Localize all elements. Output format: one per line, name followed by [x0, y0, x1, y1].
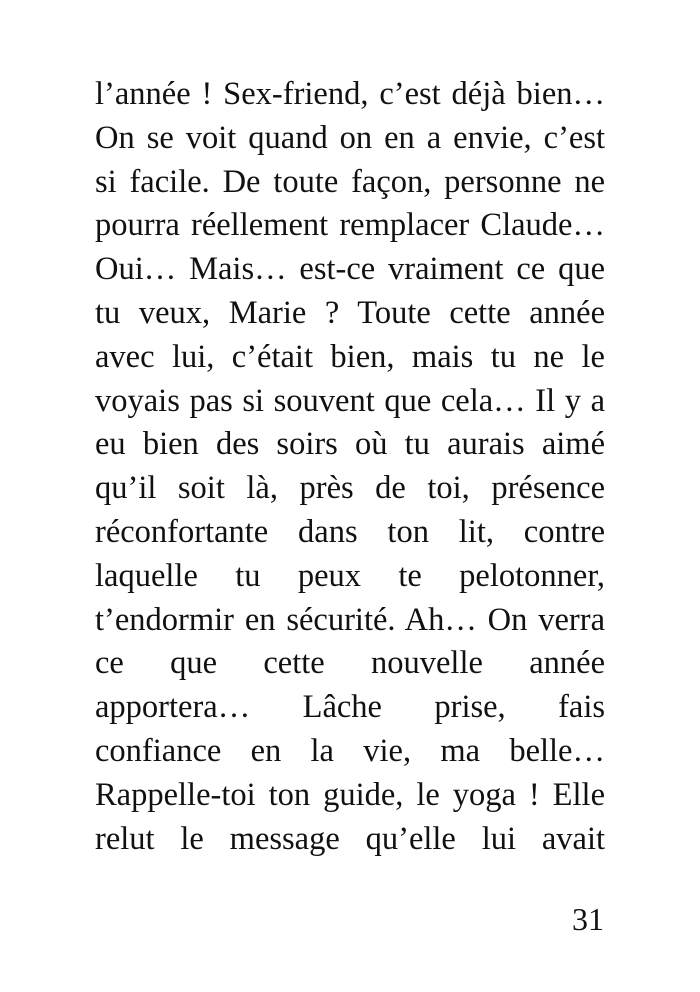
text-line: pourra réellement remplacer Claude…	[95, 207, 605, 244]
text-line: ce que cette nouvelle année	[95, 645, 605, 682]
text-line: voyais pas si souvent que cela… Il y a	[95, 382, 605, 419]
text-line: tu veux, Marie ? Toute cette année	[95, 294, 605, 331]
text-line: t’endormir en sécurité. Ah… On verra	[95, 601, 605, 638]
text-line: l’année ! Sex-friend, c’est déjà bien…	[95, 76, 605, 112]
text-line: réconfortante dans ton lit, contre	[95, 513, 605, 550]
text-line: relut le message qu’elle lui avait	[95, 820, 605, 857]
text-line: Rappelle-toi ton guide, le yoga ! Elle	[95, 776, 605, 813]
text-line: On se voit quand on en a envie, c’est	[95, 119, 605, 156]
text-line: qu’il soit là, près de toi, présence	[95, 470, 605, 507]
text-line: si facile. De toute façon, personne ne	[95, 163, 605, 200]
body-text	[95, 73, 605, 861]
text-line: eu bien des soirs où tu aurais aimé	[95, 426, 605, 463]
text-line: confiance en la vie, ma belle…	[95, 732, 605, 769]
text-line: laquelle tu peux te pelotonner,	[95, 557, 605, 594]
text-line: Oui… Mais… est-ce vraiment ce que	[95, 251, 605, 288]
text-line: avec lui, c’était bien, mais tu ne le	[95, 338, 605, 375]
page-number: 31	[572, 901, 604, 937]
text-line: apportera… Lâche prise, fais	[95, 689, 605, 726]
